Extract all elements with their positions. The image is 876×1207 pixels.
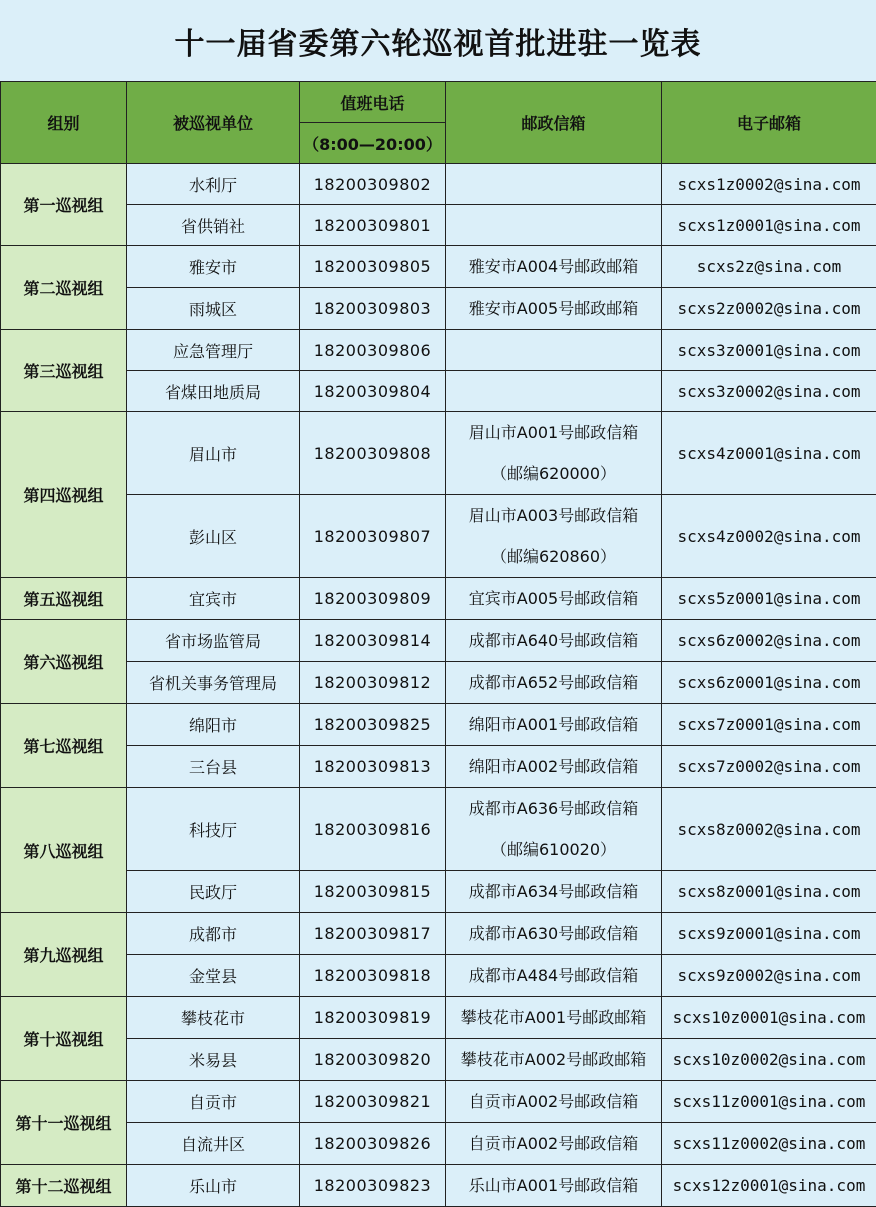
email-cell[interactable]: scxs3z0002@sina.com: [662, 371, 876, 412]
group-name-cell[interactable]: 第四巡视组: [1, 412, 127, 578]
unit-cell[interactable]: 科技厅: [127, 788, 300, 871]
email-cell[interactable]: scxs6z0002@sina.com: [662, 620, 876, 662]
table-row: [1, 205, 876, 246]
table-row: [1, 997, 876, 1039]
phone-cell[interactable]: 18200309815: [300, 871, 446, 913]
unit-cell[interactable]: 省市场监管局: [127, 620, 300, 662]
table-row: [1, 788, 876, 871]
unit-cell[interactable]: 雨城区: [127, 288, 300, 330]
table-row: [1, 412, 876, 495]
phone-cell[interactable]: 18200309819: [300, 997, 446, 1039]
header-phone[interactable]: 值班电话: [300, 82, 446, 123]
table-row: [1, 620, 876, 662]
group-name-cell[interactable]: 第九巡视组: [1, 913, 127, 997]
group-name-cell[interactable]: 第一巡视组: [1, 164, 127, 246]
mailbox-cell[interactable]: [446, 578, 662, 620]
group-name-cell[interactable]: 第二巡视组: [1, 246, 127, 330]
group-name-cell[interactable]: 第十巡视组: [1, 997, 127, 1081]
mailbox-cell[interactable]: [446, 330, 662, 371]
table-row: [1, 495, 876, 578]
mailbox-line: 攀枝花市A001号邮政邮箱: [446, 997, 661, 1038]
table-body: [1, 82, 876, 1207]
mailbox-line: 乐山市A001号邮政信箱: [446, 1165, 661, 1206]
email-cell[interactable]: scxs4z0001@sina.com: [662, 412, 876, 495]
email-cell[interactable]: scxs1z0001@sina.com: [662, 205, 876, 246]
group-name-cell[interactable]: 第十二巡视组: [1, 1165, 127, 1207]
email-cell[interactable]: scxs7z0001@sina.com: [662, 704, 876, 746]
phone-cell[interactable]: 18200309812: [300, 662, 446, 704]
page-title: 十一届省委第六轮巡视首批进驻一览表: [0, 0, 876, 81]
email-cell[interactable]: scxs7z0002@sina.com: [662, 746, 876, 788]
mailbox-cell[interactable]: [446, 997, 662, 1039]
mailbox-cell[interactable]: [446, 704, 662, 746]
mailbox-line: 宜宾市A005号邮政信箱: [446, 578, 661, 619]
email-cell[interactable]: scxs8z0002@sina.com: [662, 788, 876, 871]
unit-cell[interactable]: 雅安市: [127, 246, 300, 288]
unit-cell[interactable]: 米易县: [127, 1039, 300, 1081]
table-row: [1, 746, 876, 788]
phone-cell[interactable]: 18200309807: [300, 495, 446, 578]
email-cell[interactable]: scxs3z0001@sina.com: [662, 330, 876, 371]
unit-cell[interactable]: 水利厅: [127, 164, 300, 205]
mailbox-line: 成都市A634号邮政信箱: [446, 871, 661, 912]
phone-cell[interactable]: 18200309821: [300, 1081, 446, 1123]
phone-cell[interactable]: 18200309808: [300, 412, 446, 495]
email-cell[interactable]: scxs2z@sina.com: [662, 246, 876, 288]
phone-cell[interactable]: 18200309817: [300, 913, 446, 955]
phone-cell[interactable]: 18200309823: [300, 1165, 446, 1207]
table-row: [1, 1039, 876, 1081]
table-row: [1, 330, 876, 371]
email-cell[interactable]: scxs9z0002@sina.com: [662, 955, 876, 997]
phone-cell[interactable]: 18200309804: [300, 371, 446, 412]
mailbox-cell[interactable]: [446, 412, 662, 495]
group-name-cell[interactable]: 第十一巡视组: [1, 1081, 127, 1165]
mailbox-cell[interactable]: [446, 288, 662, 330]
group-name-cell[interactable]: 第三巡视组: [1, 330, 127, 412]
unit-cell[interactable]: 省机关事务管理局: [127, 662, 300, 704]
mailbox-cell[interactable]: [446, 164, 662, 205]
mailbox-line: 自贡市A002号邮政信箱: [446, 1123, 661, 1164]
mailbox-line: 成都市A630号邮政信箱: [446, 913, 661, 954]
mailbox-line: （邮编610020）: [446, 829, 661, 870]
mailbox-cell[interactable]: [446, 246, 662, 288]
email-cell[interactable]: scxs10z0002@sina.com: [662, 1039, 876, 1081]
phone-cell[interactable]: 18200309825: [300, 704, 446, 746]
mailbox-cell[interactable]: [446, 1165, 662, 1207]
mailbox-line: 眉山市A001号邮政信箱: [446, 412, 661, 453]
unit-cell[interactable]: 成都市: [127, 913, 300, 955]
header-unit[interactable]: 被巡视单位: [127, 82, 300, 164]
mailbox-line: 成都市A640号邮政信箱: [446, 620, 661, 661]
header-row: [1, 82, 876, 123]
mailbox-line: 绵阳市A001号邮政信箱: [446, 704, 661, 745]
phone-cell[interactable]: 18200309826: [300, 1123, 446, 1165]
mailbox-cell[interactable]: [446, 620, 662, 662]
mailbox-cell[interactable]: [446, 1039, 662, 1081]
table-row: [1, 1123, 876, 1165]
email-cell[interactable]: scxs11z0001@sina.com: [662, 1081, 876, 1123]
table-row: [1, 955, 876, 997]
phone-cell[interactable]: 18200309816: [300, 788, 446, 871]
table-row: [1, 246, 876, 288]
email-cell[interactable]: scxs4z0002@sina.com: [662, 495, 876, 578]
header-email[interactable]: 电子邮箱: [662, 82, 876, 164]
group-name-cell[interactable]: 第八巡视组: [1, 788, 127, 913]
unit-cell[interactable]: 眉山市: [127, 412, 300, 495]
unit-cell[interactable]: 民政厅: [127, 871, 300, 913]
unit-cell[interactable]: 乐山市: [127, 1165, 300, 1207]
table-row: [1, 913, 876, 955]
phone-cell[interactable]: 18200309818: [300, 955, 446, 997]
phone-cell[interactable]: 18200309801: [300, 205, 446, 246]
mailbox-cell[interactable]: [446, 495, 662, 578]
unit-cell[interactable]: 金堂县: [127, 955, 300, 997]
mailbox-cell[interactable]: [446, 1123, 662, 1165]
unit-cell[interactable]: 省煤田地质局: [127, 371, 300, 412]
mailbox-line: 攀枝花市A002号邮政邮箱: [446, 1039, 661, 1080]
table-row: [1, 371, 876, 412]
mailbox-line: 成都市A484号邮政信箱: [446, 955, 661, 996]
unit-cell[interactable]: 自流井区: [127, 1123, 300, 1165]
group-name-cell[interactable]: 第七巡视组: [1, 704, 127, 788]
mailbox-line: 眉山市A003号邮政信箱: [446, 495, 661, 536]
group-name-cell[interactable]: 第六巡视组: [1, 620, 127, 704]
mailbox-line: 雅安市A005号邮政邮箱: [446, 288, 661, 329]
table-row: [1, 662, 876, 704]
phone-cell[interactable]: 18200309805: [300, 246, 446, 288]
email-cell[interactable]: scxs12z0001@sina.com: [662, 1165, 876, 1207]
unit-cell[interactable]: 攀枝花市: [127, 997, 300, 1039]
unit-cell[interactable]: 彭山区: [127, 495, 300, 578]
mailbox-cell[interactable]: [446, 371, 662, 412]
email-cell[interactable]: scxs1z0002@sina.com: [662, 164, 876, 205]
header-phone-hours[interactable]: （8:00—20:00）: [300, 123, 446, 164]
email-cell[interactable]: scxs8z0001@sina.com: [662, 871, 876, 913]
table-row: [1, 288, 876, 330]
unit-cell[interactable]: 省供销社: [127, 205, 300, 246]
group-name-cell[interactable]: 第五巡视组: [1, 578, 127, 620]
mailbox-line: 自贡市A002号邮政信箱: [446, 1081, 661, 1122]
phone-cell[interactable]: 18200309813: [300, 746, 446, 788]
unit-cell[interactable]: 绵阳市: [127, 704, 300, 746]
header-mailbox[interactable]: 邮政信箱: [446, 82, 662, 164]
mailbox-line: 成都市A636号邮政信箱: [446, 788, 661, 829]
mailbox-cell[interactable]: [446, 662, 662, 704]
email-cell[interactable]: scxs5z0001@sina.com: [662, 578, 876, 620]
email-cell[interactable]: scxs9z0001@sina.com: [662, 913, 876, 955]
table-row: [1, 164, 876, 205]
table-row: [1, 1081, 876, 1123]
table-row: [1, 578, 876, 620]
phone-cell[interactable]: 18200309802: [300, 164, 446, 205]
phone-cell[interactable]: 18200309814: [300, 620, 446, 662]
mailbox-line: 雅安市A004号邮政邮箱: [446, 246, 661, 287]
header-group[interactable]: 组别: [1, 82, 127, 164]
inspection-table: [0, 81, 876, 1207]
mailbox-cell[interactable]: [446, 1081, 662, 1123]
mailbox-cell[interactable]: [446, 205, 662, 246]
table-row: [1, 704, 876, 746]
unit-cell[interactable]: 应急管理厅: [127, 330, 300, 371]
mailbox-line: （邮编620000）: [446, 453, 661, 494]
phone-cell[interactable]: 18200309809: [300, 578, 446, 620]
unit-cell[interactable]: 自贡市: [127, 1081, 300, 1123]
mailbox-cell[interactable]: [446, 788, 662, 871]
email-cell[interactable]: scxs11z0002@sina.com: [662, 1123, 876, 1165]
table-row: [1, 871, 876, 913]
mailbox-cell[interactable]: [446, 871, 662, 913]
unit-cell[interactable]: 宜宾市: [127, 578, 300, 620]
email-cell[interactable]: scxs6z0001@sina.com: [662, 662, 876, 704]
email-cell[interactable]: scxs10z0001@sina.com: [662, 997, 876, 1039]
unit-cell[interactable]: 三台县: [127, 746, 300, 788]
email-cell[interactable]: scxs2z0002@sina.com: [662, 288, 876, 330]
mailbox-line: 成都市A652号邮政信箱: [446, 662, 661, 703]
mailbox-line: （邮编620860）: [446, 536, 661, 577]
mailbox-line: 绵阳市A002号邮政信箱: [446, 746, 661, 787]
mailbox-cell[interactable]: [446, 913, 662, 955]
phone-cell[interactable]: 18200309803: [300, 288, 446, 330]
phone-cell[interactable]: 18200309820: [300, 1039, 446, 1081]
table-row: [1, 1165, 876, 1207]
phone-cell[interactable]: 18200309806: [300, 330, 446, 371]
mailbox-cell[interactable]: [446, 955, 662, 997]
mailbox-cell[interactable]: [446, 746, 662, 788]
